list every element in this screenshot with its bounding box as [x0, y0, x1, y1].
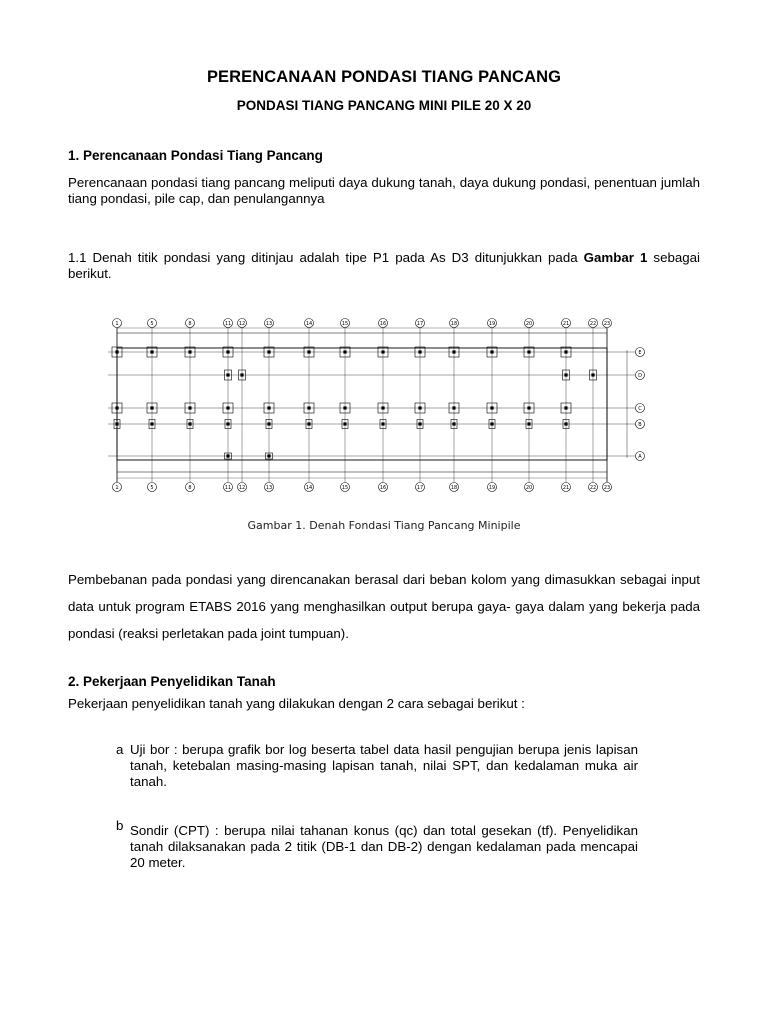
- grid-label-top: 14: [305, 320, 313, 327]
- column: [343, 422, 346, 425]
- building-outline: [117, 348, 607, 460]
- column: [307, 350, 310, 353]
- grid-label-top: 5: [150, 320, 154, 327]
- column: [452, 406, 455, 409]
- grid-label-top: 19: [488, 320, 496, 327]
- grid-label-right: A: [638, 453, 642, 460]
- grid-label-bottom: 14: [305, 484, 313, 491]
- column: [381, 350, 384, 353]
- column: [527, 406, 530, 409]
- grid-label-right: B: [638, 421, 642, 428]
- column: [307, 422, 310, 425]
- list-marker-b: b: [116, 818, 124, 833]
- column: [267, 422, 270, 425]
- grid-label-top: 11: [224, 320, 232, 327]
- column: [188, 350, 191, 353]
- document-title: PERENCANAAN PONDASI TIANG PANCANG: [206, 68, 562, 86]
- grid-label-bottom: 20: [525, 484, 533, 491]
- column: [150, 422, 153, 425]
- loading-paragraph: Pembebanan pada pondasi yang direncanakan berasal dari beban kolom yang dimasukkan sebagai input data untuk program ETABS 2016 yang menghasilkan output berupa gaya- gaya dalam yang bekerja pada pondasi (reaksi perletakan pada joint tumpuan).: [68, 572, 700, 641]
- column: [452, 422, 455, 425]
- grid-label-top: 16: [379, 320, 387, 327]
- column: [452, 350, 455, 353]
- column: [343, 350, 346, 353]
- section-1-heading: 1. Perencanaan Pondasi Tiang Pancang: [68, 148, 323, 163]
- column: [564, 350, 567, 353]
- column: [564, 373, 567, 376]
- column: [226, 422, 229, 425]
- grid-label-bottom: 5: [150, 484, 154, 491]
- section-1-1-paragraph: [68, 250, 700, 282]
- grid-label-bottom: 19: [488, 484, 496, 491]
- section-1-1-text-end: sebagai berikut.: [68, 250, 700, 281]
- grid-label-bottom: 8: [188, 484, 192, 491]
- list-item-b: Sondir (CPT) : berupa nilai tahanan konus (qc) dan total gesekan (tf). Penyelidikan tanah dilaksanakan pada 2 titik (DB-1 dan DB-2) dengan kedalaman pada mencapai 20 meter.: [130, 823, 638, 870]
- grid-label-top: 21: [562, 320, 570, 327]
- grid-label-top: 22: [589, 320, 597, 327]
- column: [150, 406, 153, 409]
- grid-label-right: C: [638, 405, 642, 412]
- grid-label-bottom: 21: [562, 484, 570, 491]
- column: [490, 350, 493, 353]
- column: [226, 350, 229, 353]
- column: [226, 454, 229, 457]
- figure-caption: Gambar 1. Denah Fondasi Tiang Pancang Minipile: [247, 519, 521, 532]
- column: [418, 406, 421, 409]
- grid-label-right: D: [638, 372, 642, 379]
- column: [527, 350, 530, 353]
- grid-label-bottom: 1: [115, 484, 119, 491]
- column: [564, 406, 567, 409]
- section-2-heading: 2. Pekerjaan Penyelidikan Tanah: [68, 674, 276, 689]
- grid-label-bottom: 12: [238, 484, 246, 491]
- column: [188, 406, 191, 409]
- column: [381, 422, 384, 425]
- grid-label-right: E: [638, 349, 642, 356]
- column: [418, 422, 421, 425]
- column: [115, 422, 118, 425]
- grid-label-top: 8: [188, 320, 192, 327]
- column: [307, 406, 310, 409]
- section-2-intro: Pekerjaan penyelidikan tanah yang dilakukan dengan 2 cara sebagai berikut :: [68, 696, 525, 711]
- grid-label-top: 20: [525, 320, 533, 327]
- grid-label-bottom: 15: [341, 484, 349, 491]
- column: [240, 373, 243, 376]
- column: [490, 406, 493, 409]
- list-item-a: Uji bor : berupa grafik bor log beserta tabel data hasil pengujian berupa jenis lapisan tanah, ketebalan masing-masing lapisan tanah, nilai SPT, dan kedalaman muka air tanah.: [130, 742, 638, 789]
- figure-reference: Gambar 1: [583, 250, 648, 265]
- column: [381, 406, 384, 409]
- column: [226, 406, 229, 409]
- grid-label-bottom: 18: [450, 484, 458, 491]
- column: [150, 350, 153, 353]
- grid-label-bottom: 23: [603, 484, 611, 491]
- grid-label-top: 23: [603, 320, 611, 327]
- grid-label-bottom: 13: [265, 484, 273, 491]
- grid-label-top: 12: [238, 320, 246, 327]
- grid-label-top: 17: [416, 320, 424, 327]
- column: [226, 373, 229, 376]
- column: [527, 422, 530, 425]
- column: [115, 350, 118, 353]
- column: [188, 422, 191, 425]
- grid-label-bottom: 17: [416, 484, 424, 491]
- grid-label-top: 15: [341, 320, 349, 327]
- grid-label-bottom: 11: [224, 484, 232, 491]
- column: [115, 406, 118, 409]
- document-subtitle: PONDASI TIANG PANCANG MINI PILE 20 X 20: [236, 98, 532, 113]
- grid-label-bottom: 16: [379, 484, 387, 491]
- column: [267, 350, 270, 353]
- foundation-plan-drawing: [100, 312, 660, 498]
- list-marker-a: a: [116, 742, 124, 757]
- section-1-paragraph: Perencanaan pondasi tiang pancang meliputi daya dukung tanah, daya dukung pondasi, penentuan jumlah tiang pondasi, pile cap, dan penulangannya: [68, 175, 700, 206]
- column: [343, 406, 346, 409]
- column: [267, 406, 270, 409]
- column: [564, 422, 567, 425]
- section-1-1-text: 1.1 Denah titik pondasi yang ditinjau adalah tipe P1 pada As D3 ditunjukkan pada: [68, 250, 584, 265]
- column: [267, 454, 270, 457]
- grid-label-bottom: 22: [589, 484, 597, 491]
- grid-label-top: 13: [265, 320, 273, 327]
- grid-label-top: 18: [450, 320, 458, 327]
- column: [591, 373, 594, 376]
- grid-label-top: 1: [115, 320, 119, 327]
- column: [490, 422, 493, 425]
- column: [418, 350, 421, 353]
